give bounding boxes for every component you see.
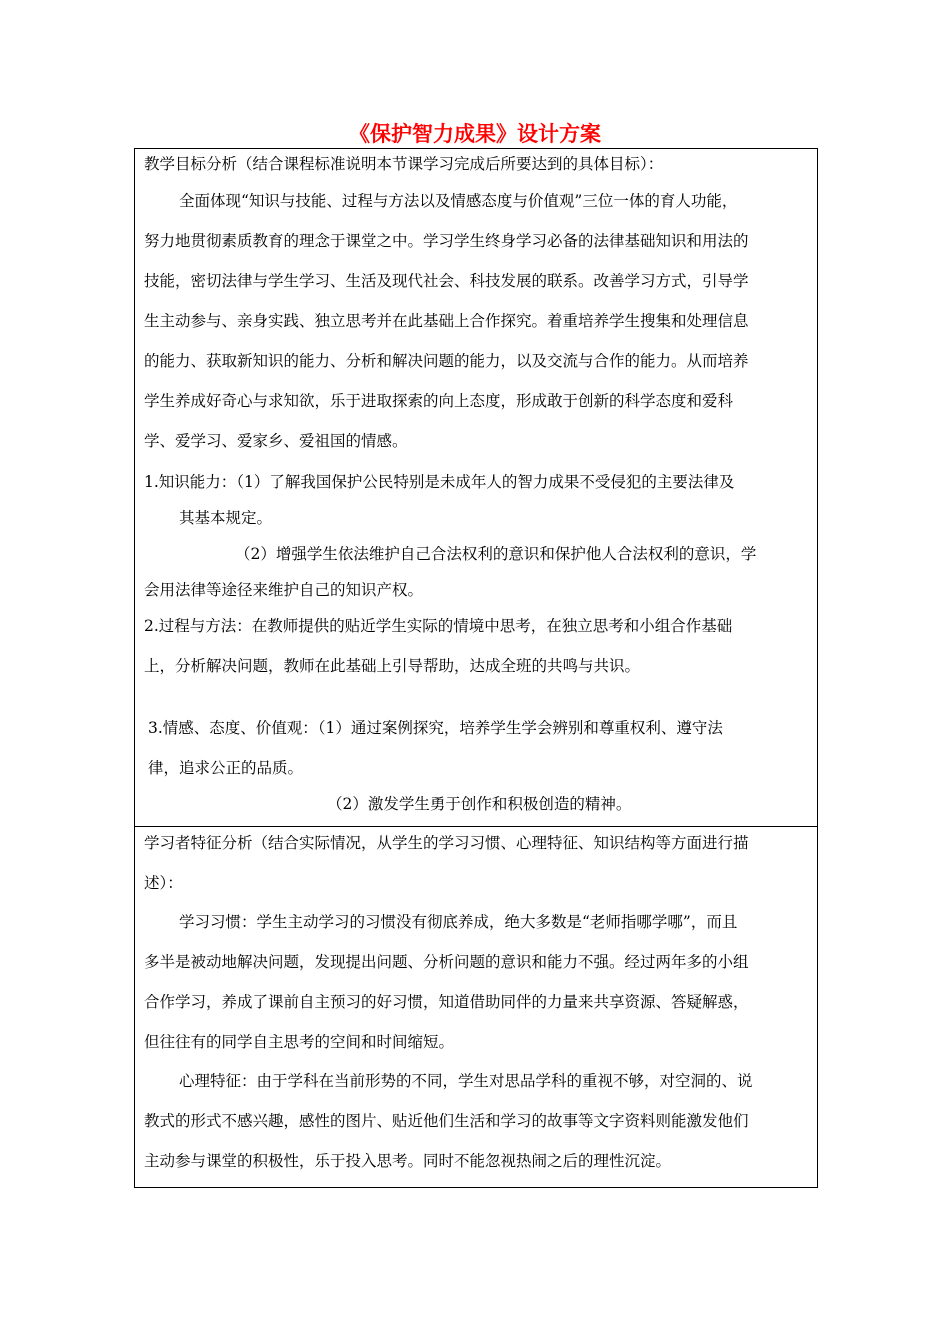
plan-table <box>134 148 818 1188</box>
goal-process-line: 2.过程与方法：在教师提供的贴近学生实际的情境中思考，在独立思考和小组合作基础 <box>144 617 733 635</box>
section-heading-learner-analysis: 述）： <box>144 874 183 892</box>
document-title: 《保护智力成果》设计方案 <box>349 122 601 146</box>
goals-paragraph-line: 生主动参与、亲身实践、独立思考并在此基础上合作探究。着重培养学生搜集和处理信息 <box>144 312 749 330</box>
goal-knowledge-line: 其基本规定。 <box>179 509 273 527</box>
row-divider <box>135 826 817 827</box>
learning-habit-line: 但往往有的同学自主思考的空间和时间缩短。 <box>144 1033 455 1051</box>
goal-knowledge-line: 会用法律等途径来维护自己的知识产权。 <box>144 581 424 599</box>
section-heading-teaching-goals: 教学目标分析（结合课程标准说明本节课学习完成后所要达到的具体目标）： <box>144 155 664 173</box>
learning-habit-line: 多半是被动地解决问题，发现提出问题、分析问题的意识和能力不强。经过两年多的小组 <box>144 953 749 971</box>
goal-knowledge-line: 1.知识能力：（1）了解我国保护公民特别是未成年人的智力成果不受侵犯的主要法律及 <box>144 473 735 491</box>
goals-paragraph-line: 学、爱学习、爱家乡、爱祖国的情感。 <box>144 432 408 450</box>
goal-attitude-line: 3.情感、态度、价值观：（1）通过案例探究，培养学生学会辨别和尊重权利、遵守法 <box>148 719 723 737</box>
goal-knowledge-line: （2）增强学生依法维护自己合法权利的意识和保护他人合法权利的意识，学 <box>235 545 757 563</box>
goal-attitude-line: （2）激发学生勇于创作和积极创造的精神。 <box>327 795 632 813</box>
goals-paragraph-line: 全面体现“知识与技能、过程与方法以及情感态度与价值观”三位一体的育人功能， <box>179 192 738 210</box>
goal-process-line: 上，分析解决问题，教师在此基础上引导帮助，达成全班的共鸣与共识。 <box>144 657 641 675</box>
goals-paragraph-line: 的能力、获取新知识的能力、分析和解决问题的能力，以及交流与合作的能力。从而培养 <box>144 352 749 370</box>
learning-habit-line: 学习习惯：学生主动学习的习惯没有彻底养成，绝大多数是“老师指哪学哪”，而且 <box>179 913 738 931</box>
goals-paragraph-line: 努力地贯彻素质教育的理念于课堂之中。学习学生终身学习必备的法律基础知识和用法的 <box>144 232 749 250</box>
goal-attitude-line: 律，追求公正的品质。 <box>148 759 304 777</box>
goals-paragraph-line: 技能，密切法律与学生学习、生活及现代社会、科技发展的联系。改善学习方式，引导学 <box>144 272 749 290</box>
goals-paragraph-line: 学生养成好奇心与求知欲，乐于进取探索的向上态度，形成敢于创新的科学态度和爱科 <box>144 392 734 410</box>
psychology-line: 教式的形式不感兴趣，感性的图片、贴近他们生活和学习的故事等文字资料则能激发他们 <box>144 1112 749 1130</box>
psychology-line: 心理特征：由于学科在当前形势的不同，学生对思品学科的重视不够，对空洞的、说 <box>179 1072 753 1090</box>
psychology-line: 主动参与课堂的积极性，乐于投入思考。同时不能忽视热闹之后的理性沉淀。 <box>144 1152 672 1170</box>
section-heading-learner-analysis: 学习者特征分析（结合实际情况，从学生的学习习惯、心理特征、知识结构等方面进行描 <box>144 834 749 852</box>
learning-habit-line: 合作学习，养成了课前自主预习的好习惯，知道借助同伴的力量来共享资源、答疑解惑， <box>144 993 749 1011</box>
